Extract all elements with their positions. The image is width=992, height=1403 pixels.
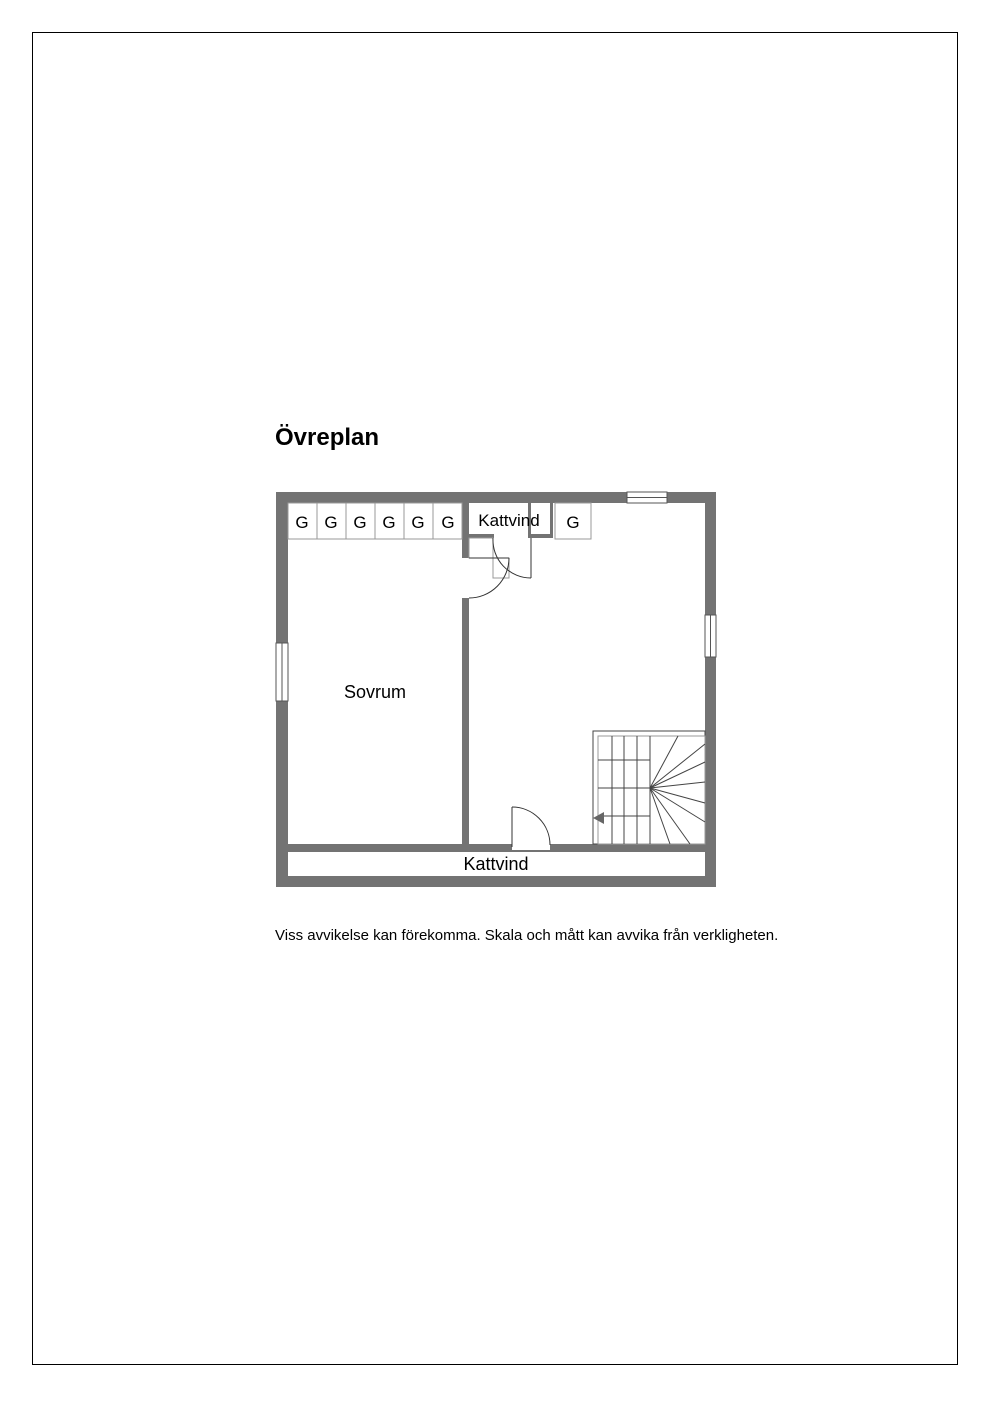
window-left bbox=[276, 643, 288, 701]
window-top bbox=[627, 492, 667, 503]
floor-plan bbox=[270, 485, 730, 895]
door-lower-attic bbox=[512, 807, 550, 847]
wardrobe-label: G bbox=[324, 513, 338, 532]
disclaimer-text: Viss avvikelse kan förekomma. Skala och mått kan avvika från verkligheten. bbox=[275, 927, 779, 944]
window-right bbox=[705, 615, 716, 657]
room-label-attic-bottom: Kattvind bbox=[463, 854, 529, 874]
staircase bbox=[593, 731, 705, 844]
plan-title: Övreplan bbox=[275, 424, 380, 451]
room-label-bedroom: Sovrum bbox=[343, 682, 407, 702]
wardrobe-label: G bbox=[411, 513, 425, 532]
room-label-attic-top: Kattvind bbox=[478, 511, 540, 530]
wardrobe-label: G bbox=[295, 513, 309, 532]
wardrobe-label: G bbox=[382, 513, 396, 532]
wardrobe-label: G bbox=[353, 513, 367, 532]
wardrobe-label-right: G bbox=[566, 513, 580, 532]
wardrobe-label: G bbox=[441, 513, 455, 532]
